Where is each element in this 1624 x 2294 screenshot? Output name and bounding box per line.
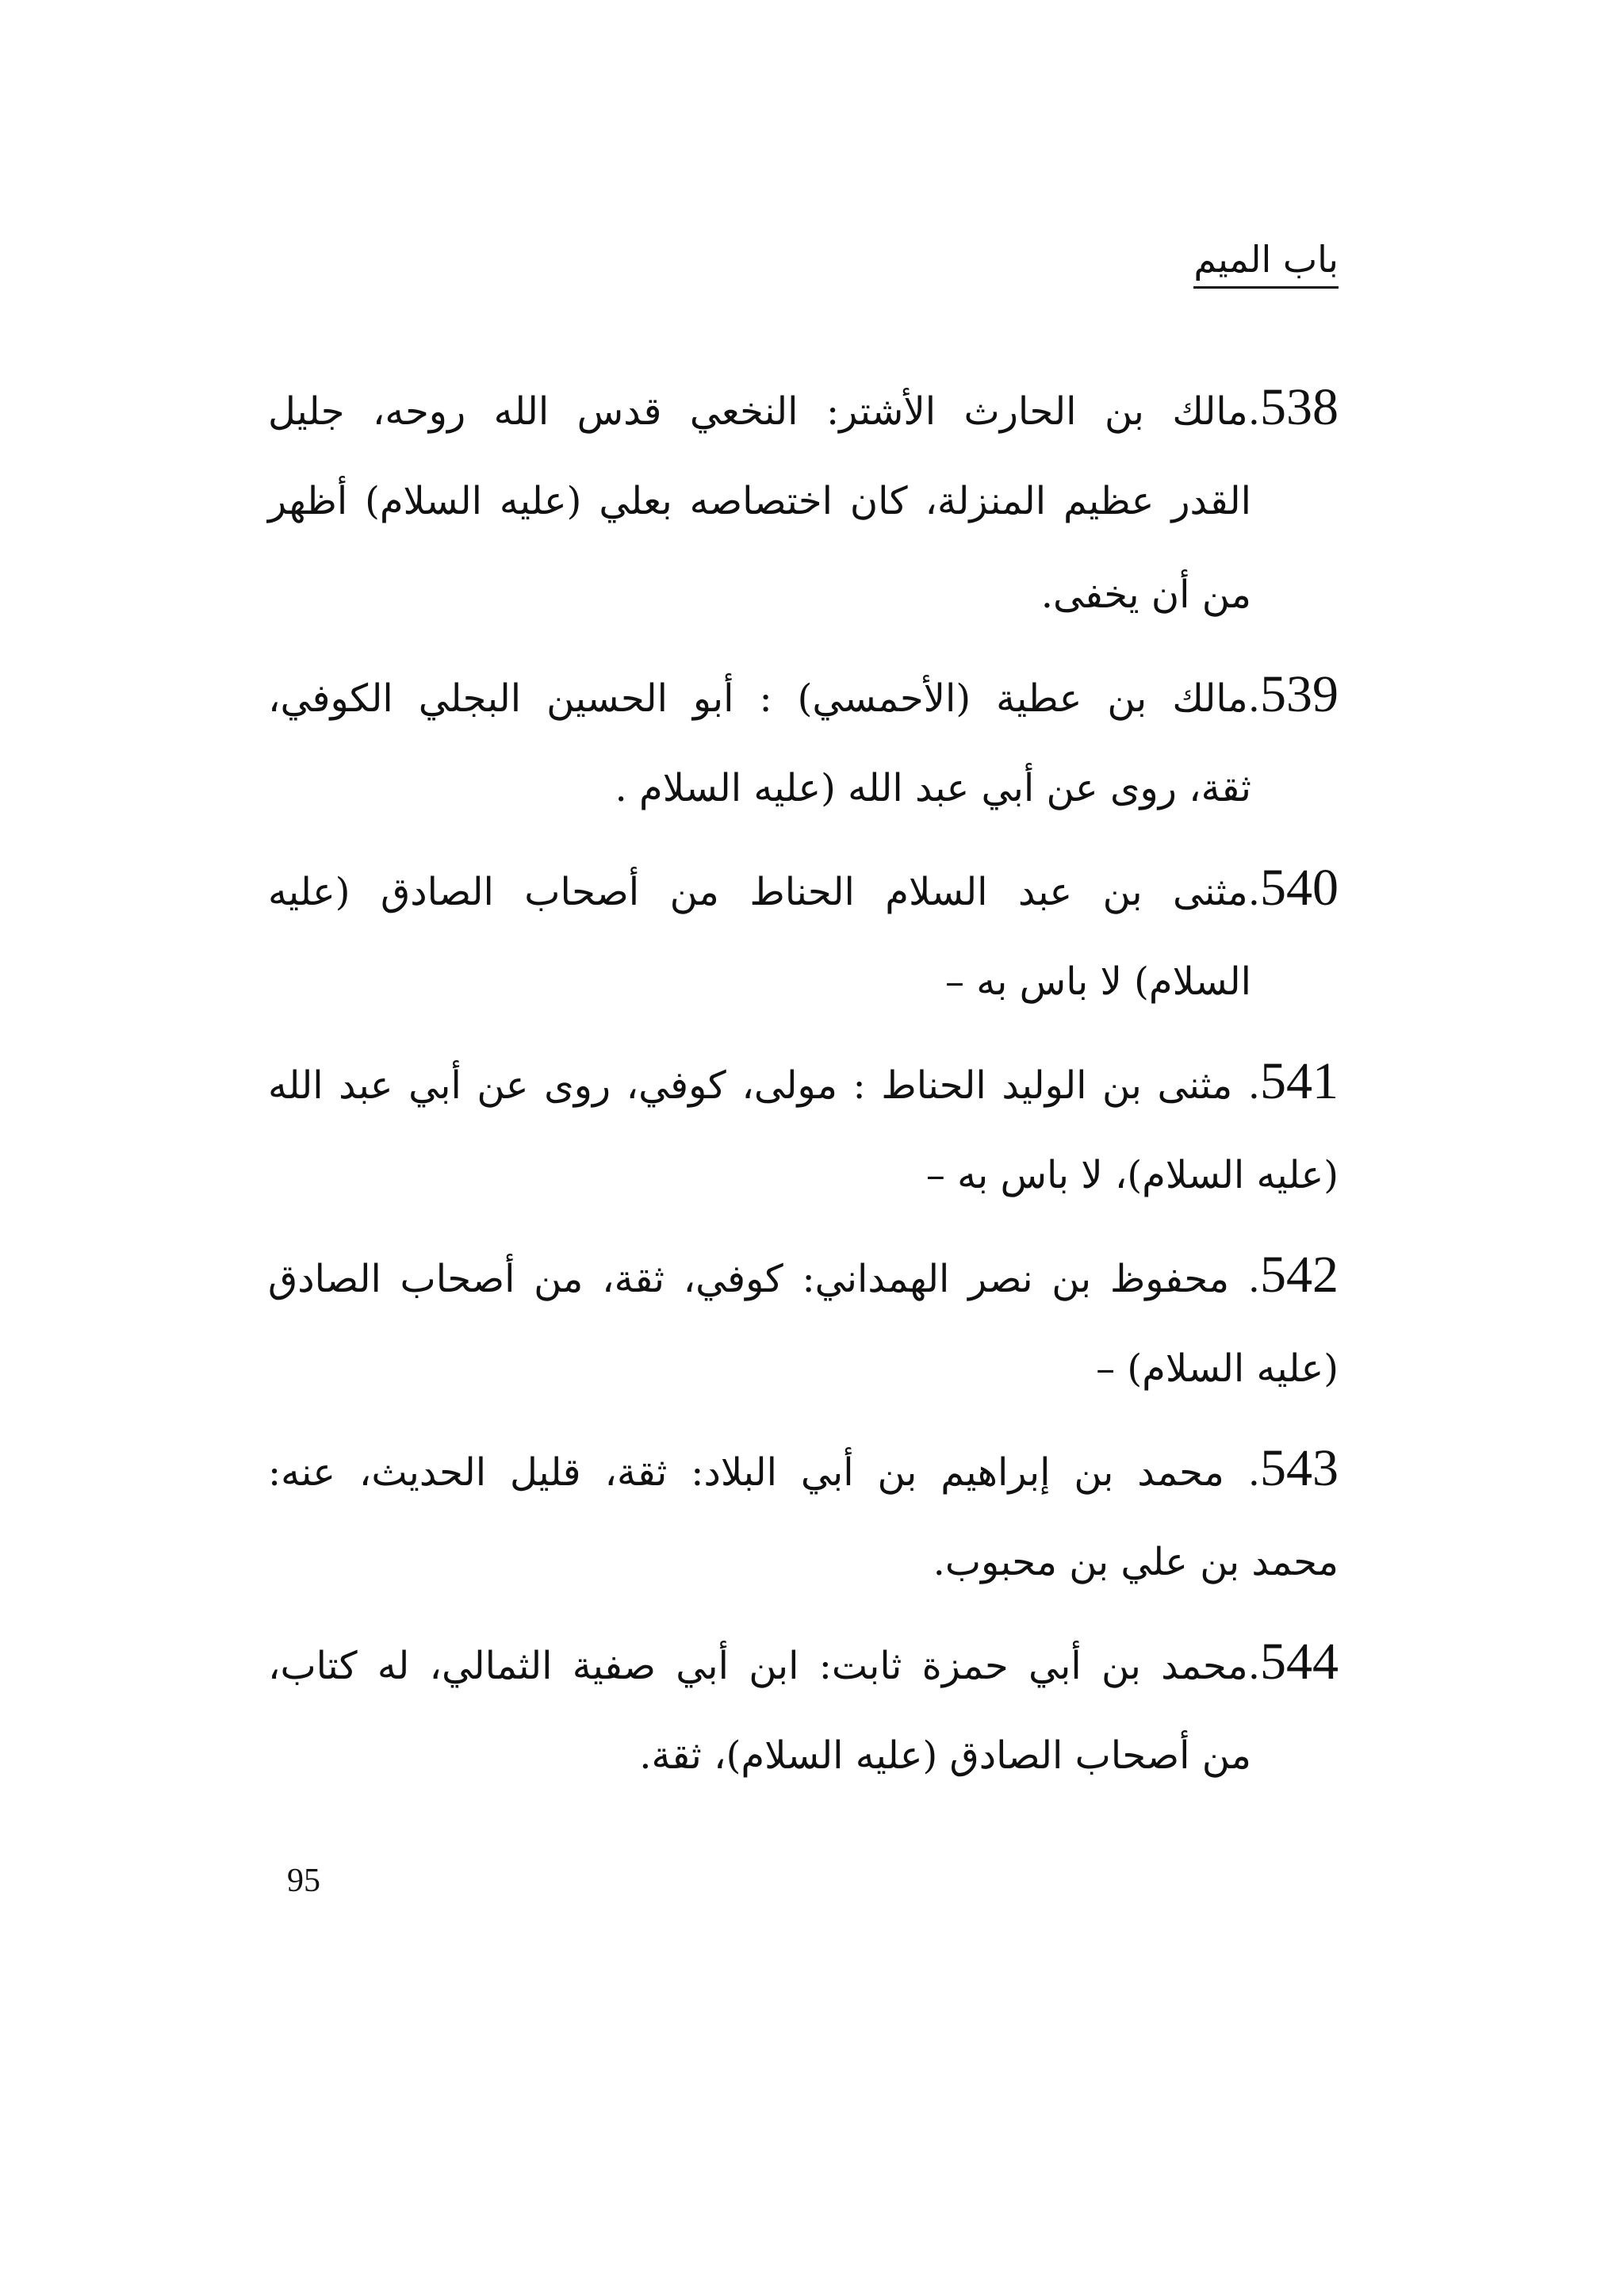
entry-text: من أصحاب الصادق (عليه السلام)، ثقة. <box>639 1733 1251 1778</box>
entry-line <box>268 361 1339 454</box>
entry-line <box>268 1035 1339 1128</box>
entry-text: .مثنى بن عبد السلام الحناط من أصحاب الصادق (عليه <box>268 870 1260 914</box>
entry-number: 542 <box>1260 1246 1339 1304</box>
entry-line <box>268 1709 1339 1802</box>
entry-542 <box>268 1228 1339 1415</box>
entry-539 <box>268 648 1339 835</box>
entry-line <box>268 841 1339 935</box>
entry-text: . مثنى بن الوليد الحناط : مولى، كوفي، روى عن أبي عبد الله <box>268 1063 1260 1108</box>
entries-list <box>268 361 1339 1809</box>
entry-text: .مالك بن عطية (الأحمسي) : أبو الحسين البجلي الكوفي، <box>268 676 1260 721</box>
entry-544 <box>268 1615 1339 1802</box>
entry-line <box>268 1128 1339 1222</box>
entry-text: . محفوظ بن نصر الهمداني: كوفي، ثقة، من أصحاب الصادق <box>268 1257 1260 1301</box>
entry-line <box>268 454 1339 548</box>
entry-text: ثقة، روى عن أبي عبد الله (عليه السلام . <box>615 766 1251 810</box>
entry-text: القدر عظيم المنزلة، كان اختصاصه بعلي (عليه السلام) أظهر <box>268 479 1251 523</box>
entry-text: (عليه السلام)، لا باس به – <box>925 1153 1339 1197</box>
entry-number: 544 <box>1260 1633 1339 1691</box>
entry-line <box>268 1228 1339 1322</box>
entry-text: (عليه السلام) – <box>1096 1346 1339 1391</box>
entry-line <box>268 741 1339 835</box>
entry-line <box>268 648 1339 741</box>
entry-number: 541 <box>1260 1052 1339 1110</box>
entry-540 <box>268 841 1339 1028</box>
entry-line <box>268 935 1339 1028</box>
entry-number: 543 <box>1260 1439 1339 1497</box>
section-heading: باب الميم <box>1193 238 1339 289</box>
entry-number: 540 <box>1260 859 1339 917</box>
entry-number: 538 <box>1260 378 1339 436</box>
entry-line <box>268 1615 1339 1709</box>
entry-text: .مالك بن الحارث الأشتر: النخعي قدس الله روحه، جليل <box>268 389 1260 434</box>
page-number: 95 <box>287 1863 320 1899</box>
entry-line <box>268 1515 1339 1609</box>
entry-text: محمد بن علي بن محبوب. <box>933 1540 1339 1584</box>
entry-538 <box>268 361 1339 641</box>
entry-line <box>268 1422 1339 1515</box>
entry-text: .محمد بن أبي حمزة ثابت: ابن أبي صفية الثمالي، له كتاب، <box>268 1644 1260 1688</box>
entry-text: السلام) لا باس به – <box>945 959 1251 1004</box>
entry-text: . محمد بن إبراهيم بن أبي البلاد: ثقة، قليل الحديث، عنه: <box>268 1450 1260 1495</box>
entry-number: 539 <box>1260 665 1339 723</box>
entry-line <box>268 1322 1339 1415</box>
entry-line <box>268 548 1339 641</box>
entry-541 <box>268 1035 1339 1222</box>
entry-543 <box>268 1422 1339 1609</box>
entry-text: من أن يخفى. <box>1040 573 1251 617</box>
